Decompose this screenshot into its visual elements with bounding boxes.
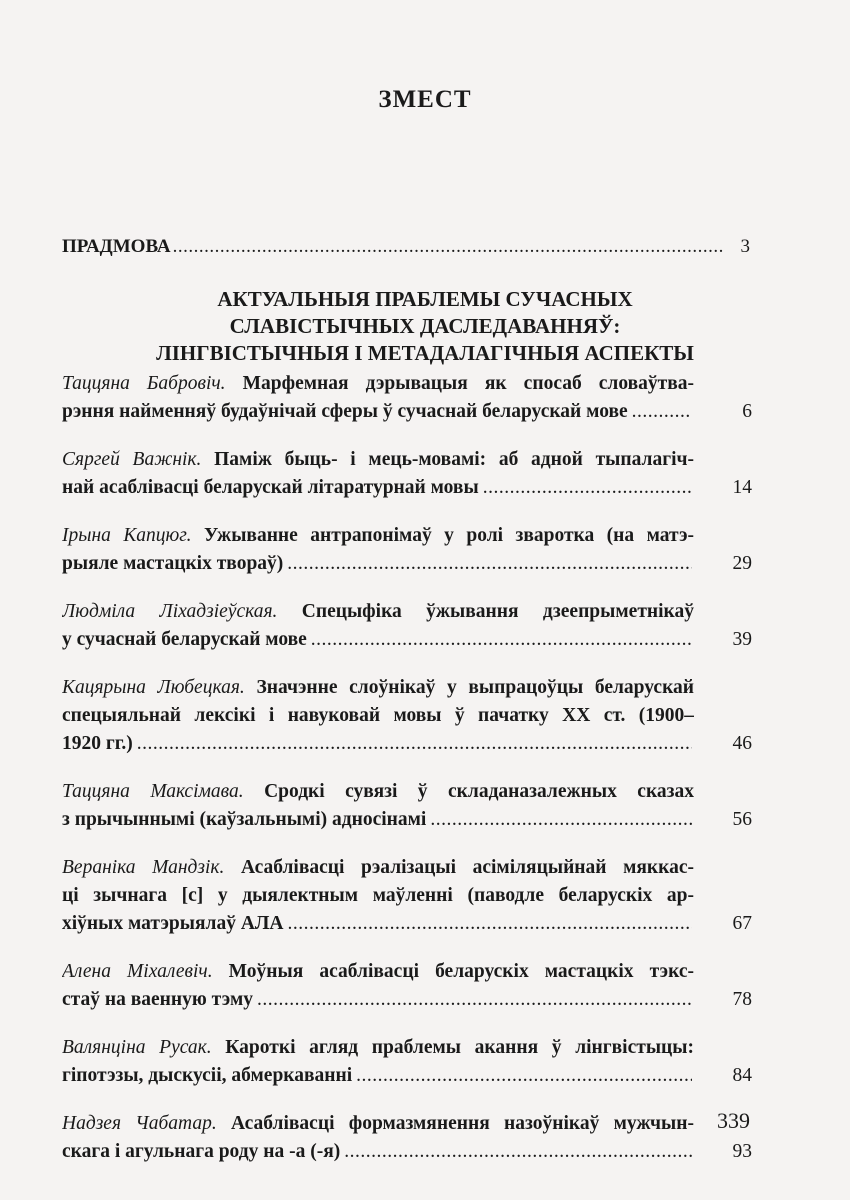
- entry-page-number: 56: [732, 809, 752, 830]
- entry-title-line: Паміж быць- і мець-мовамі: аб адной тыпалагіч-: [214, 449, 694, 470]
- entry-page-number: 29: [732, 553, 752, 574]
- author-name: Валянціна Русак.: [62, 1037, 212, 1058]
- toc-entry: [62, 958, 752, 1014]
- page-number: 339: [717, 1108, 750, 1133]
- section-heading-line: СЛАВІСТЫЧНЫХ ДАСЛЕДАВАННЯЎ:: [229, 314, 621, 338]
- dot-leader: [632, 398, 692, 426]
- toc-entry: [62, 854, 752, 938]
- toc-entry: [62, 598, 752, 654]
- entry-title-line: гіпотэзы, дыскусіі, абмеркаванні: [62, 1065, 353, 1086]
- toc-entry-last-line: [62, 550, 752, 578]
- toc-entry: [62, 446, 752, 502]
- page-title: ЗМЕСТ: [378, 86, 472, 113]
- dot-leader: [288, 910, 692, 938]
- entry-title-line: Асаблівасці рэалізацыі асіміляцыйнай мяккас-: [240, 857, 694, 878]
- toc-entry: [62, 522, 752, 578]
- toc-entry-last-line: [62, 910, 752, 938]
- toc-entry: [62, 370, 752, 426]
- dot-leader: [356, 1062, 692, 1090]
- dot-leader: [311, 626, 692, 654]
- dot-leader: [257, 986, 692, 1014]
- entry-title-line: рыяле мастацкіх твораў): [62, 553, 284, 574]
- preface-page: 3: [740, 236, 750, 257]
- toc-entry-first-line: [62, 522, 694, 550]
- entry-page-number: 6: [742, 401, 752, 422]
- dot-leader: [344, 1138, 692, 1166]
- toc-entry-first-line: [62, 370, 694, 398]
- author-name: Кацярына Любецкая.: [62, 677, 245, 698]
- entry-page-number: 84: [732, 1065, 752, 1086]
- entry-title-line: Асаблівасці формазмянення назоўнікаў мужчын-: [231, 1113, 694, 1134]
- toc-entry-last-line: [62, 1138, 752, 1166]
- author-name: Сяргей Важнік.: [62, 449, 202, 470]
- entry-page-number: 46: [732, 733, 752, 754]
- entry-title-line: з прычыннымі (каўзальнымі) адносінамі: [62, 809, 427, 830]
- entry-title-line: ці зычнага [с] у дыялектным маўленні (паводле беларускіх ар-: [62, 885, 694, 906]
- entry-title-line: Марфемная дэрывацыя як спосаб словаўтва-: [242, 373, 694, 394]
- toc-entry-last-line: [62, 730, 752, 758]
- toc-entry-last-line: [62, 398, 752, 426]
- author-name: Таццяна Максімава.: [62, 781, 244, 802]
- section-heading: [0, 286, 850, 367]
- dot-leader: [287, 550, 692, 578]
- toc-entry-first-line: [62, 674, 694, 702]
- preface-label: ПРАДМОВА: [62, 236, 171, 257]
- toc-entry-last-line: [62, 806, 752, 834]
- toc-entry-last-line: [62, 626, 752, 654]
- entry-title-line: Моўныя асаблівасці беларускіх мастацкіх тэкс-: [228, 961, 694, 982]
- entry-title-line: скага і агульнага роду на -а (-я): [62, 1141, 341, 1162]
- entry-page-number: 67: [732, 913, 752, 934]
- entry-title-line: най асаблівасці беларускай літаратурнай мовы: [62, 477, 479, 498]
- toc-entry-last-line: [62, 474, 752, 502]
- dot-leader: [483, 474, 692, 502]
- toc-entry-first-line: [62, 446, 694, 474]
- author-name: Надзея Чабатар.: [62, 1113, 217, 1134]
- entry-title-line: Ужыванне антрапонімаў у ролі зваротка (на матэ-: [203, 525, 694, 546]
- entry-title-line: хіўных матэрыялаў АЛА: [62, 913, 284, 934]
- toc-entry: [62, 1110, 752, 1166]
- author-name: Таццяна Бабровіч.: [62, 373, 226, 394]
- dot-leader: [430, 806, 692, 834]
- section-heading-line: АКТУАЛЬНЫЯ ПРАБЛЕМЫ СУЧАСНЫХ: [217, 287, 633, 311]
- toc-entry-last-line: [62, 1062, 752, 1090]
- entry-title-line: у сучаснай беларускай мове: [62, 629, 307, 650]
- toc-entry-first-line: [62, 598, 694, 626]
- dot-leader: [173, 236, 724, 258]
- entry-page-number: 93: [732, 1141, 752, 1162]
- toc-entry-first-line: [62, 958, 694, 986]
- toc-entry-last-line: [62, 986, 752, 1014]
- entry-title-line: стаў на ваенную тэму: [62, 989, 253, 1010]
- entry-title-line: Значэнне слоўнікаў у выпрацоўцы беларускай: [256, 677, 694, 698]
- entry-title-line: 1920 гг.): [62, 733, 133, 754]
- entry-page-number: 14: [732, 477, 752, 498]
- dot-leader: [137, 730, 692, 758]
- author-name: Людміла Ліхадзіеўская.: [62, 601, 278, 622]
- entry-title-line: спецыяльнай лексікі і навуковай мовы ў пачатку XX ст. (1900–: [62, 705, 694, 726]
- entry-title-line: Сродкі сувязі ў складаназалежных сказах: [264, 781, 694, 802]
- entry-page-number: 78: [732, 989, 752, 1010]
- toc-entry-first-line: [62, 1034, 694, 1062]
- entry-title-line: Кароткі агляд праблемы акання ў лінгвістыцы:: [225, 1037, 694, 1058]
- toc-entry: [62, 778, 752, 834]
- entry-title-line: Спецыфіка ўжывання дзеепрыметнікаў: [301, 601, 694, 622]
- author-name: Вераніка Мандзік.: [62, 857, 225, 878]
- author-name: Алена Міхалевіч.: [62, 961, 213, 982]
- toc-entry-first-line: [62, 778, 694, 806]
- entry-title-line: рэння найменняў будаўнічай сферы ў сучаснай беларускай мове: [62, 401, 628, 422]
- toc-entries: [62, 370, 752, 1186]
- entry-page-number: 39: [732, 629, 752, 650]
- toc-entry-preface: [62, 236, 750, 258]
- toc-entry: [62, 674, 752, 758]
- section-heading-line: ЛІНГВІСТЫЧНЫЯ І МЕТАДАЛАГІЧНЫЯ АСПЕКТЫ: [156, 341, 694, 365]
- author-name: Ірына Капцюг.: [62, 525, 192, 546]
- toc-entry: [62, 1034, 752, 1090]
- toc-entry-first-line: [62, 854, 694, 882]
- toc-entry-first-line: [62, 1110, 694, 1138]
